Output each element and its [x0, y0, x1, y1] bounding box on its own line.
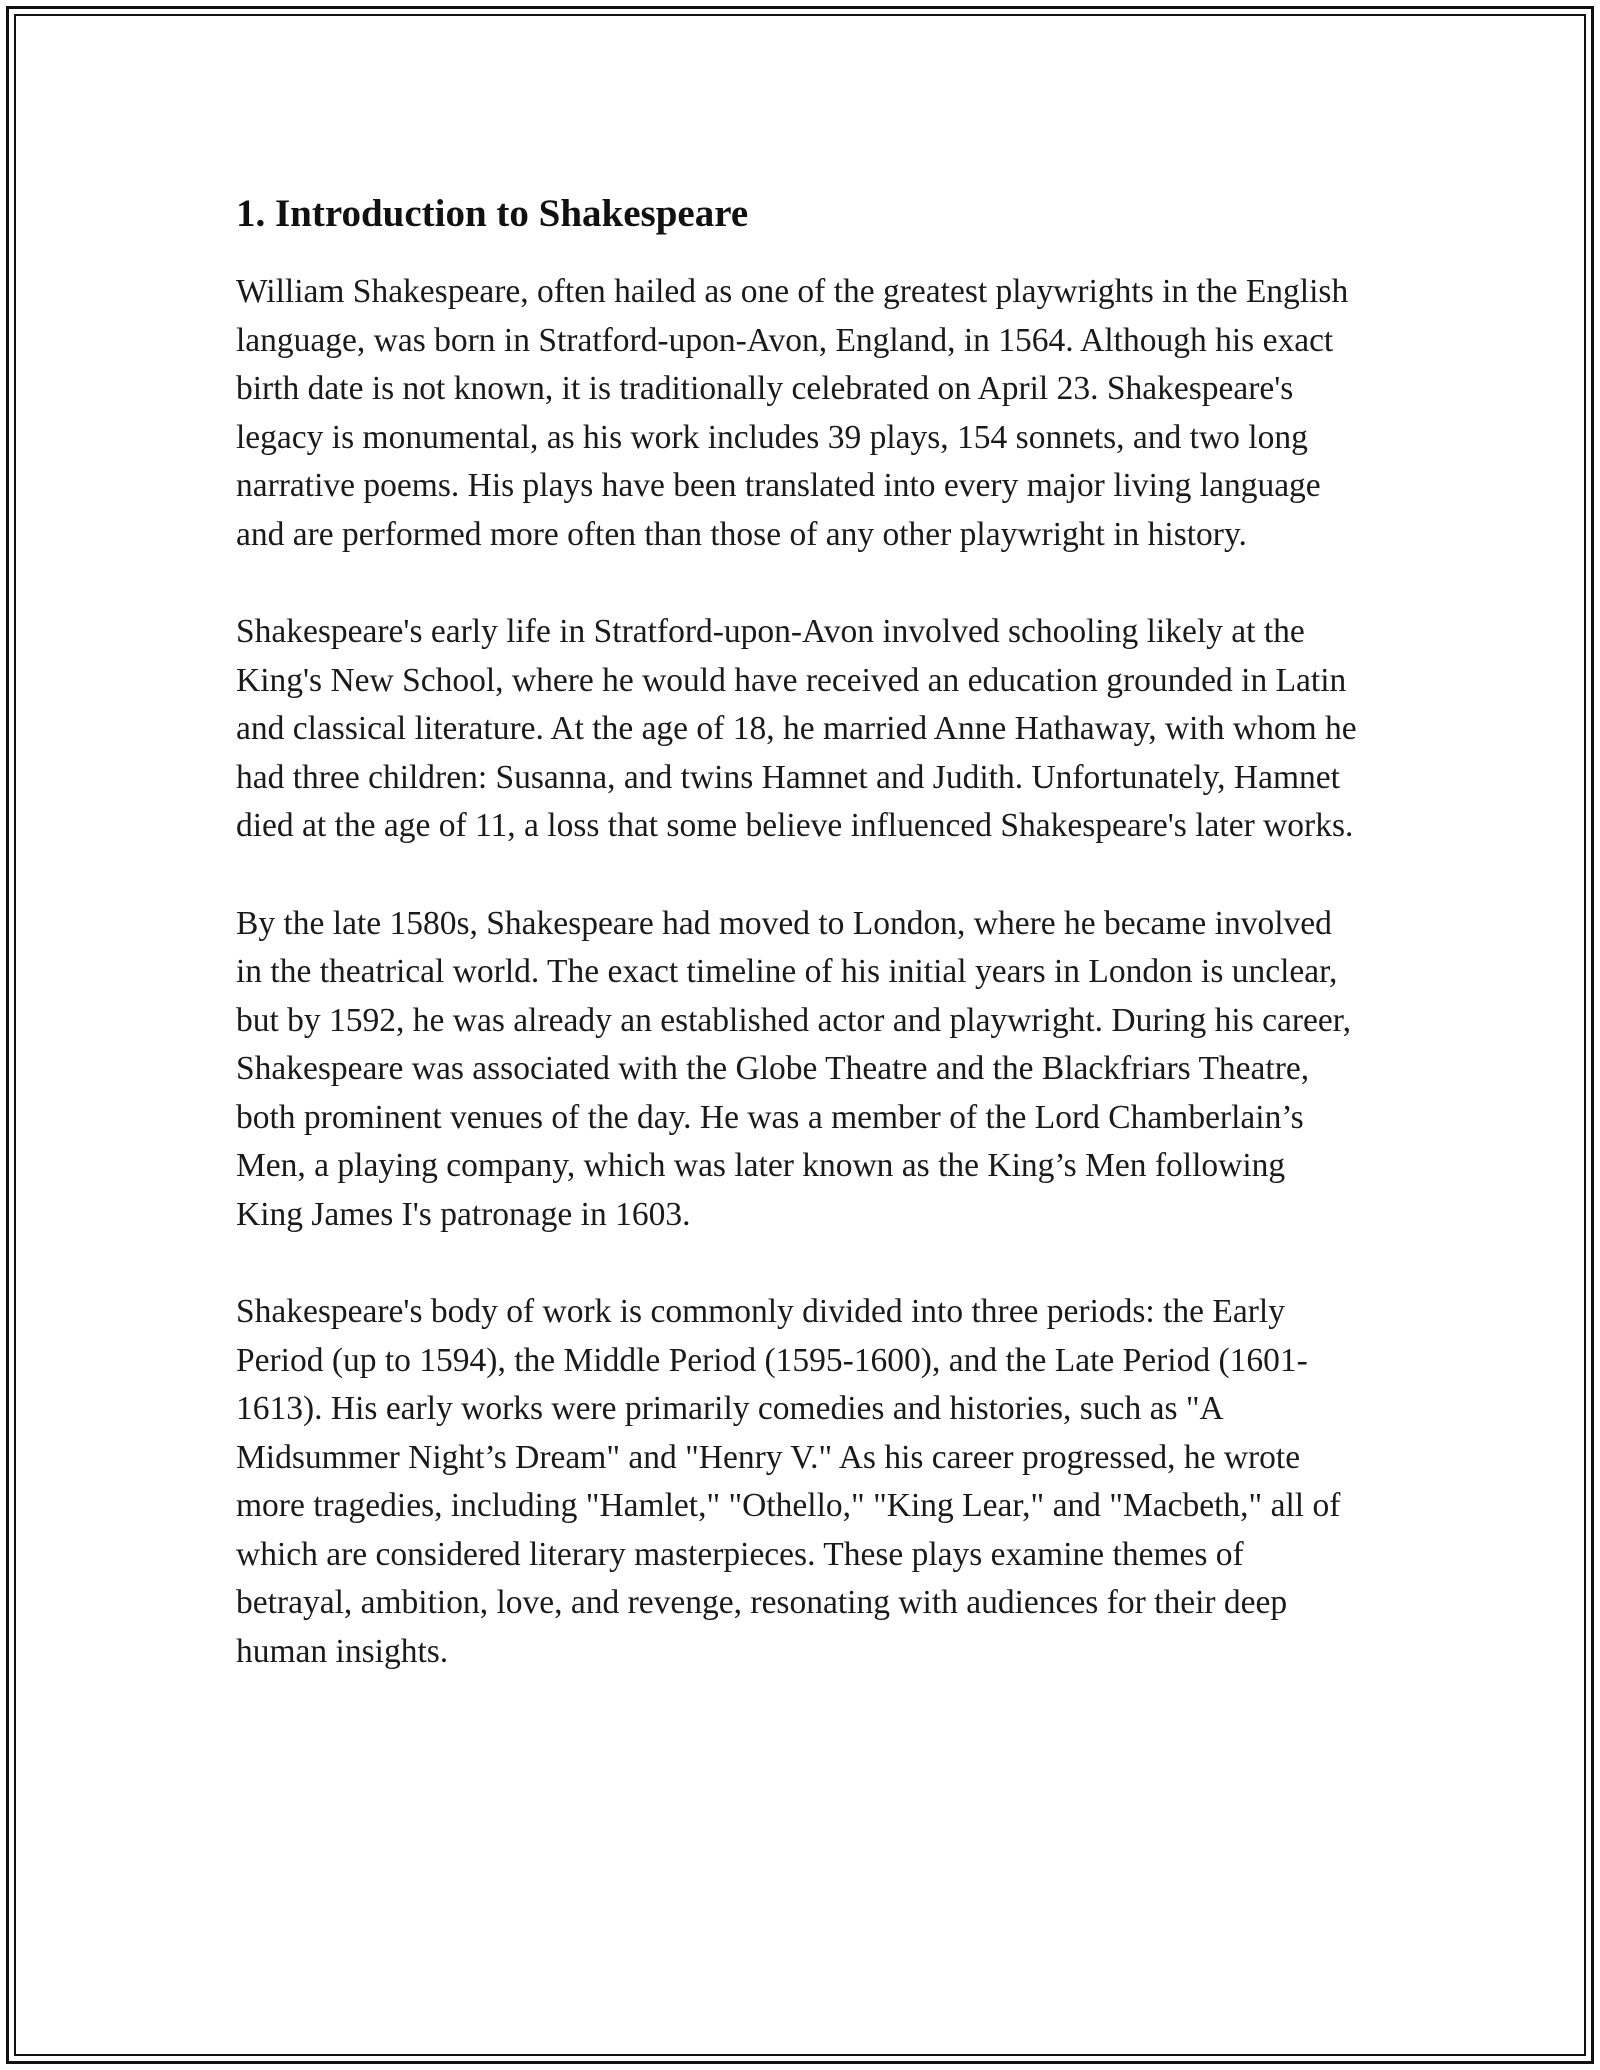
- paragraph-london-career: By the late 1580s, Shakespeare had moved to London, where he became involved in the theatrical world. The exact timeline of his initial years in London is unclear, but by 1592, he was already an established actor and playwright. During his career, Shakespeare was associated with the Globe Theatre and the Blackfriars Theatre, both prominent venues of the day. He was a member of the Lord Chamberlain’s Men, a playing company, which was later known as the King’s Men following King James I's patronage in 1603.: [236, 904, 1351, 1233]
- document-body: [236, 188, 1360, 1725]
- paragraph-body-of-work: Shakespeare's body of work is commonly divided into three periods: the Early Period (up to 1594), the Middle Period (1595-1600), and the Late Period (1601-1613). His early works were primarily comedies and histories, such as "A Midsummer Night’s Dream" and "Henry V." As his career progressed, he wrote more tragedies, including "Hamlet," "Othello," "King Lear," and "Macbeth," all of which are considered literary masterpieces. These plays examine themes of betrayal, ambition, love, and revenge, resonating with audiences for their deep human insights.: [236, 1293, 1341, 1670]
- section-heading: 1. Introduction to Shakespeare: [236, 192, 749, 235]
- paragraph-early-biography: William Shakespeare, often hailed as one of the greatest playwrights in the English language, was born in Stratford-upon-Avon, England, in 1564. Although his exact birth date is not known, it is traditionally celebrated on April 23. Shakespeare's legacy is monumental, as his work includes 39 plays, 154 sonnets, and two long narrative poems. His plays have been translated into every major living language and are performed more often than those of any other playwright in history.: [236, 273, 1349, 553]
- paragraph-early-life: Shakespeare's early life in Stratford-upon-Avon involved schooling likely at the King's New School, where he would have received an education grounded in Latin and classical literature. At the age of 18, he married Anne Hathaway, with whom he had three children: Susanna, and twins Hamnet and Judith. Unfortunately, Hamnet died at the age of 11, a loss that some believe influenced Shakespeare's later works.: [236, 613, 1357, 844]
